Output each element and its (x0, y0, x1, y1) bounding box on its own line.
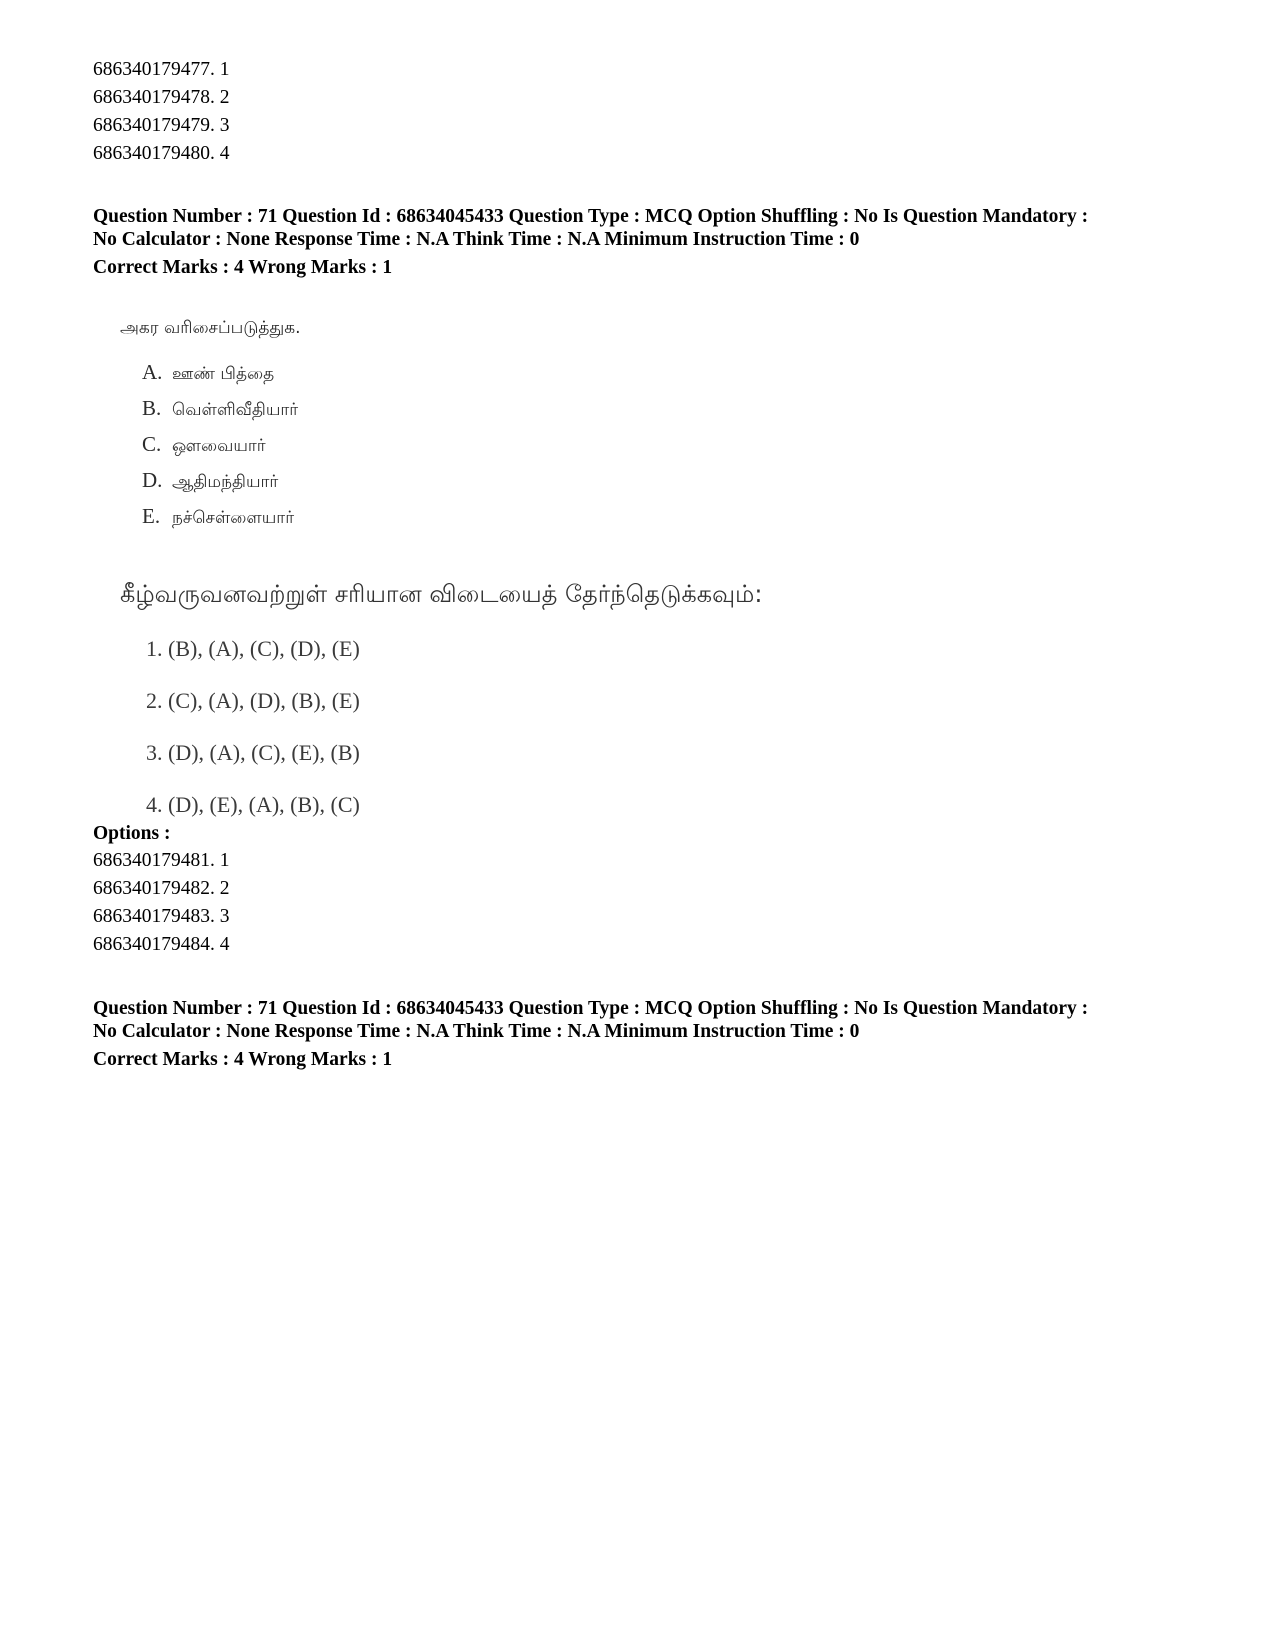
item-text: வெள்ளிவீதியார் (172, 400, 299, 420)
item-letter: B. (142, 396, 162, 420)
question-item-a (142, 360, 274, 386)
item-text: ஊண் பித்தை (172, 364, 275, 384)
answer-choice-1: 1. (B), (A), (C), (D), (E) (146, 636, 360, 661)
option-4: 686340179484. 4 (93, 934, 230, 955)
option-1: 686340179481. 1 (93, 850, 230, 871)
item-text: ஆதிமந்தியார் (172, 472, 279, 492)
option-2: 686340179482. 2 (93, 878, 230, 899)
answer-choice-4: 4. (D), (E), (A), (B), (C) (146, 792, 360, 817)
option-3: 686340179483. 3 (93, 906, 230, 927)
prev-option-4: 686340179480. 4 (93, 143, 230, 164)
question-item-b (142, 396, 298, 422)
question-header-line1: Question Number : 71 Question Id : 68634045433 Question Type : MCQ Option Shuffling : No Is Question Mandatory : (93, 206, 1089, 227)
question-item-c (142, 432, 266, 458)
question-instruction: கீழ்வருவனவற்றுள் சரியான விடையைத் தேர்ந்தெடுக்கவும்: (120, 580, 763, 608)
question-item-d (142, 468, 278, 494)
next-question-header-line1: Question Number : 71 Question Id : 68634045433 Question Type : MCQ Option Shuffling : No Is Question Mandatory : (93, 998, 1089, 1019)
options-label: Options : (93, 823, 171, 844)
item-letter: E. (142, 504, 161, 528)
question-header-line2: No Calculator : None Response Time : N.A Think Time : N.A Minimum Instruction Time : 0 (93, 229, 860, 250)
prev-option-2: 686340179478. 2 (93, 87, 230, 108)
answer-choice-2: 2. (C), (A), (D), (B), (E) (146, 688, 360, 713)
item-text: ஔவையார் (172, 436, 266, 456)
item-text: நச்செள்ளையார் (172, 508, 295, 528)
question-marks: Correct Marks : 4 Wrong Marks : 1 (93, 257, 393, 278)
answer-choice-3: 3. (D), (A), (C), (E), (B) (146, 740, 360, 765)
item-letter: D. (142, 468, 163, 492)
prev-option-1: 686340179477. 1 (93, 59, 230, 80)
prev-option-3: 686340179479. 3 (93, 115, 230, 136)
next-question-header-line2: No Calculator : None Response Time : N.A Think Time : N.A Minimum Instruction Time : 0 (93, 1021, 860, 1042)
question-item-e (142, 504, 294, 530)
next-question-marks: Correct Marks : 4 Wrong Marks : 1 (93, 1049, 393, 1070)
question-prompt: அகர வரிசைப்படுத்துக. (120, 318, 301, 338)
item-letter: C. (142, 432, 162, 456)
question-body (112, 318, 912, 838)
item-letter: A. (142, 360, 163, 384)
